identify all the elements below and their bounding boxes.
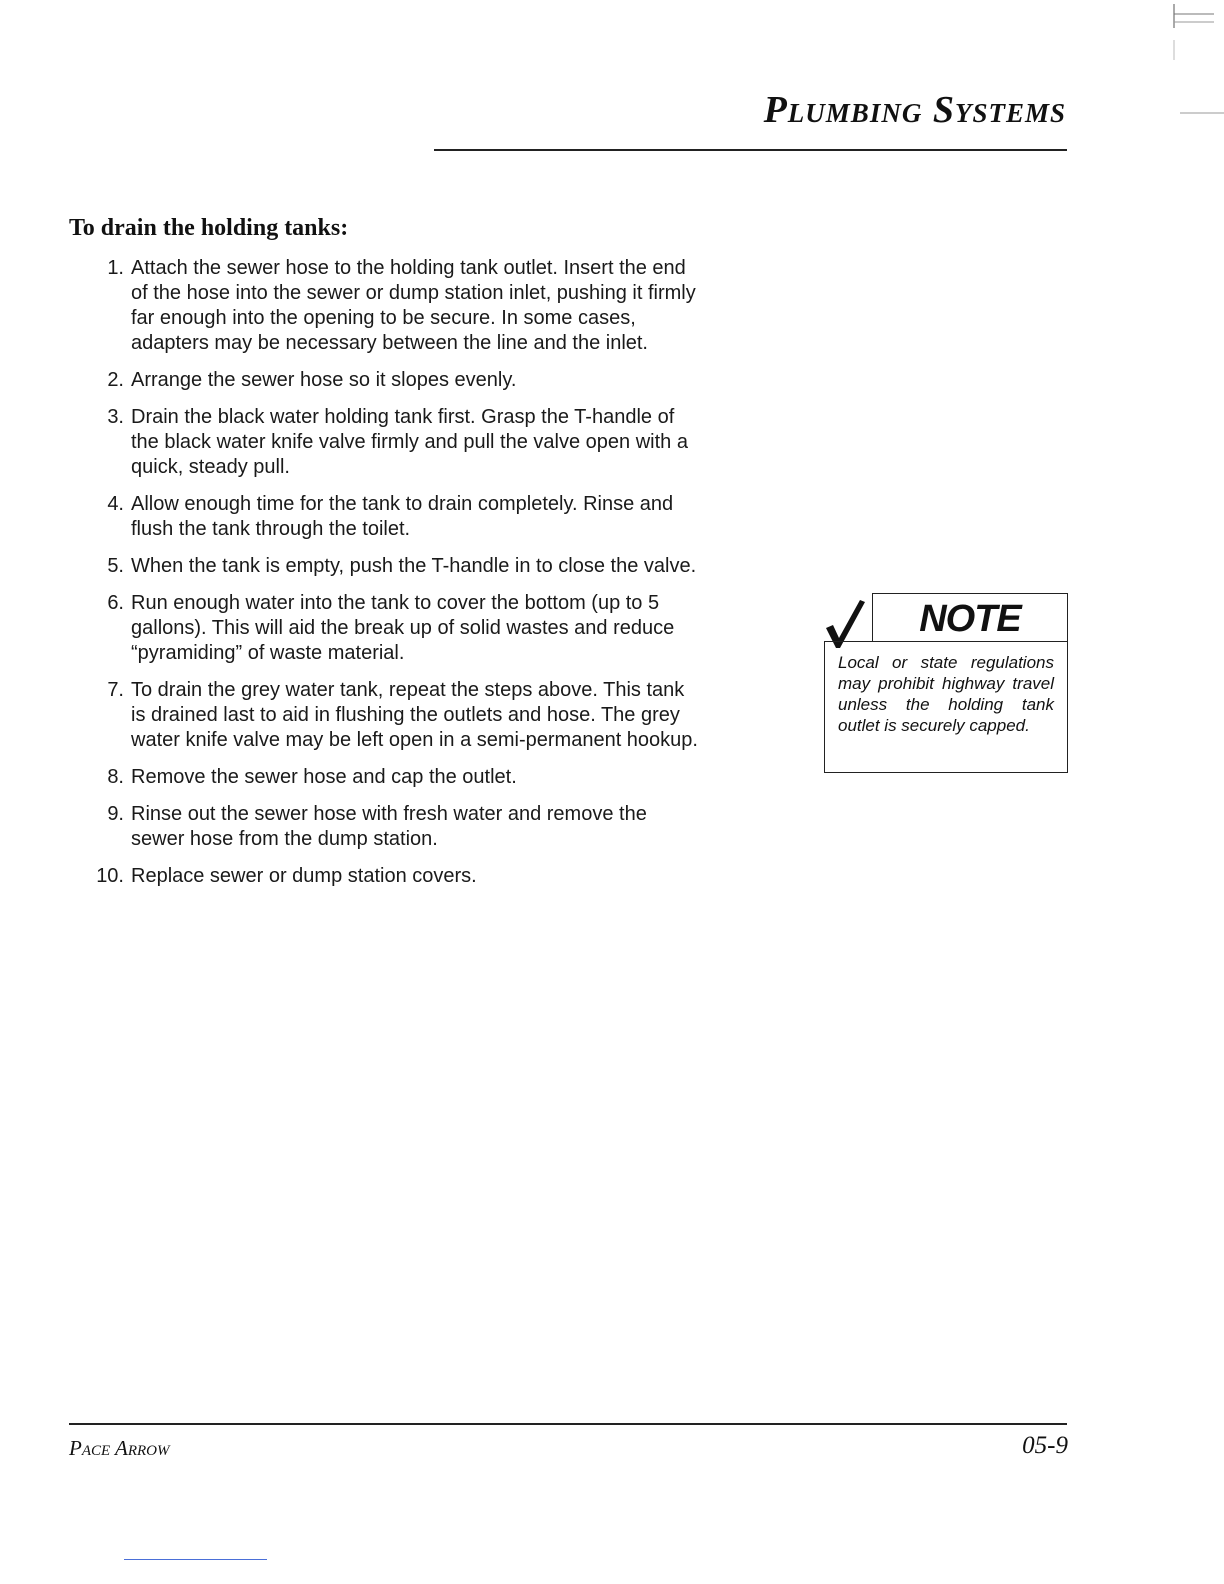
step-text: Remove the sewer hose and cap the outlet. [131, 766, 517, 788]
list-item [90, 678, 700, 753]
page-number: 05-9 [1022, 1432, 1068, 1459]
list-item [90, 765, 700, 790]
step-number: 2. [107, 369, 124, 391]
page-title: Plumbing Systems [763, 89, 1066, 131]
scan-corner-mark [1168, 0, 1224, 130]
list-item [90, 492, 700, 542]
step-text: Attach the sewer hose to the holding tank outlet. Insert the end of the hose into the sewer or dump station inlet, pushing it firmly far enough into the opening to be secure. In some cases, adapters may be necessary between the line and the inlet. [131, 257, 696, 354]
steps-list [90, 256, 700, 901]
step-text: Replace sewer or dump station covers. [131, 865, 477, 887]
step-text: Arrange the sewer hose so it slopes evenly. [131, 369, 517, 391]
header-divider [434, 149, 1067, 151]
step-number: 4. [107, 493, 124, 515]
scan-artifact-line [124, 1559, 267, 1560]
step-text: Rinse out the sewer hose with fresh water and remove the sewer hose from the dump station. [131, 803, 647, 850]
footer-manual-name: Pace Arrow [69, 1436, 170, 1460]
step-text: To drain the grey water tank, repeat the steps above. This tank is drained last to aid in flushing the outlets and hose. The grey water knife valve may be left open in a semi-permanent hookup. [131, 679, 698, 751]
list-item [90, 802, 700, 852]
list-item [90, 405, 700, 480]
step-number: 1. [107, 257, 124, 279]
step-text: Run enough water into the tank to cover the bottom (up to 5 gallons). This will aid the break up of solid wastes and reduce “pyramiding” of waste material. [131, 592, 675, 664]
step-number: 9. [107, 803, 124, 825]
note-body: Local or state regulations may prohibit highway travel unless the holding tank outlet is securely capped. [838, 653, 1054, 735]
list-item [90, 368, 700, 393]
step-number: 7. [107, 679, 124, 701]
note-body-frame [824, 641, 1068, 773]
note-title: NOTE [919, 598, 1021, 640]
footer-divider [69, 1423, 1067, 1425]
list-item [90, 864, 700, 889]
section-heading: To drain the holding tanks: [69, 215, 349, 241]
step-number: 8. [107, 766, 124, 788]
list-item [90, 256, 700, 356]
list-item [90, 591, 700, 666]
step-text: Drain the black water holding tank first. Grasp the T-handle of the black water knife valve firmly and pull the valve open with a quick, steady pull. [131, 406, 688, 478]
step-number: 6. [107, 592, 124, 614]
step-text: Allow enough time for the tank to drain completely. Rinse and flush the tank through the toilet. [131, 493, 674, 540]
step-number: 3. [107, 406, 124, 428]
step-text: When the tank is empty, push the T-handle in to close the valve. [131, 555, 697, 577]
note-title-frame [872, 593, 1068, 642]
step-number: 10. [96, 865, 124, 887]
note-callout [824, 593, 1068, 773]
step-number: 5. [107, 555, 124, 577]
list-item [90, 554, 700, 579]
